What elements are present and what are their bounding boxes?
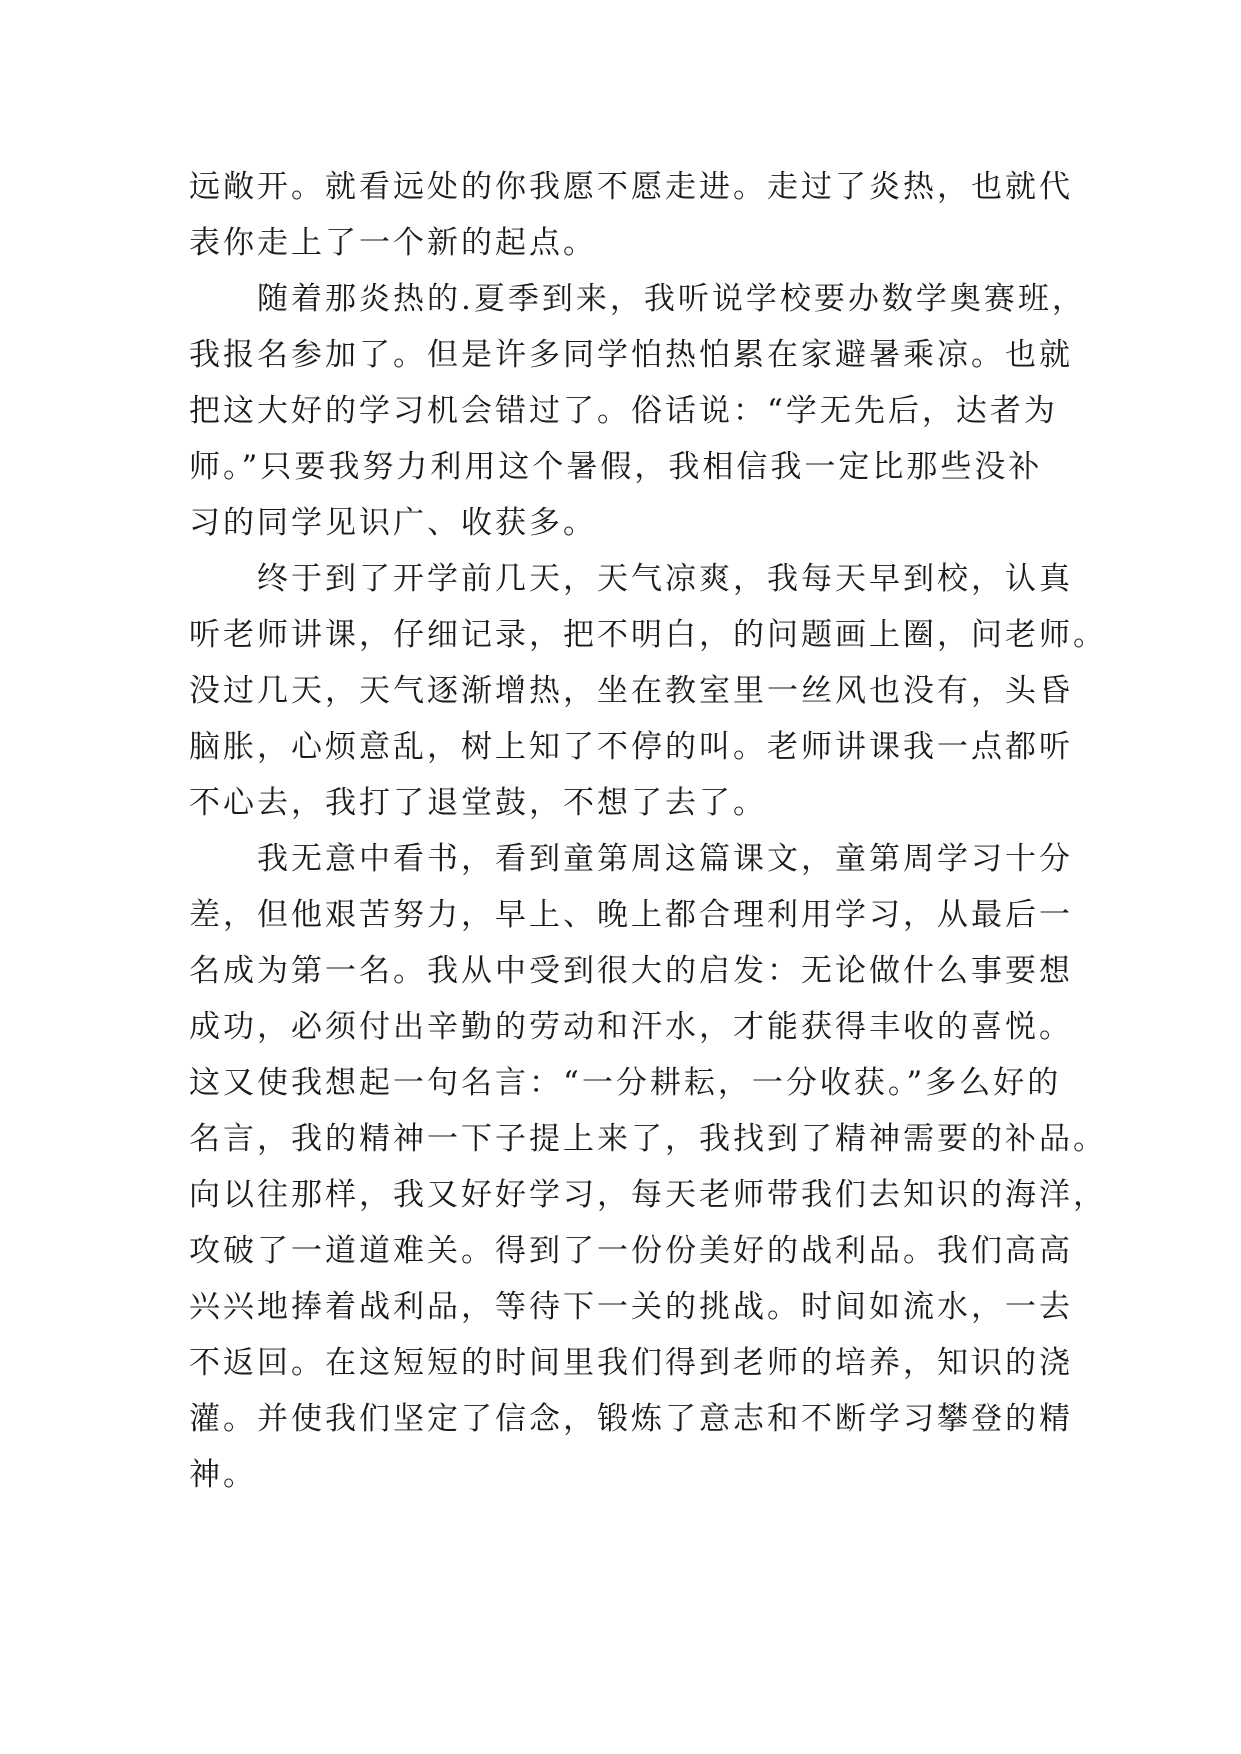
- text-line: 攻破了一道道难关。得到了一份份美好的战利品。我们高高: [189, 1233, 1073, 1269]
- text-line: 向以往那样，我又好好学习，每天老师带我们去知识的海洋，: [189, 1177, 1107, 1213]
- text-line: 兴兴地捧着战利品，等待下一关的挑战。时间如流水，一去: [189, 1289, 1073, 1325]
- text-line: 终于到了开学前几天，天气凉爽，我每天早到校，认真: [189, 561, 1073, 597]
- text-line: 远敞开。就看远处的你我愿不愿走进。走过了炎热，也就代: [189, 169, 1073, 205]
- text-line: 没过几天，天气逐渐增热，坐在教室里一丝风也没有，头昏: [189, 673, 1073, 709]
- text-line: 我无意中看书，看到童第周这篇课文，童第周学习十分: [189, 841, 1073, 877]
- text-line: 随着那炎热的.夏季到来，我听说学校要办数学奥赛班，: [189, 281, 1086, 317]
- text-line: 我报名参加了。但是许多同学怕热怕累在家避暑乘凉。也就: [189, 337, 1073, 373]
- text-line: 听老师讲课，仔细记录，把不明白，的问题画上圈，问老师。: [189, 617, 1107, 653]
- text-line: 成功，必须付出辛勤的劳动和汗水，才能获得丰收的喜悦。: [189, 1009, 1073, 1045]
- text-line: 差，但他艰苦努力，早上、晚上都合理利用学习，从最后一: [189, 897, 1073, 933]
- text-line: 表你走上了一个新的起点。: [189, 225, 597, 261]
- text-line: 师。”只要我努力利用这个暑假，我相信我一定比那些没补: [189, 449, 1043, 485]
- text-line: 这又使我想起一句名言：“一分耕耘，一分收获。”多么好的: [189, 1065, 1062, 1101]
- text-line: 不心去，我打了退堂鼓，不想了去了。: [189, 785, 767, 821]
- essay-body: [189, 159, 1107, 1503]
- text-line: 习的同学见识广、收获多。: [189, 505, 597, 541]
- text-line: 神。: [189, 1457, 257, 1493]
- text-line: 灌。并使我们坚定了信念，锻炼了意志和不断学习攀登的精: [189, 1401, 1073, 1437]
- text-line: 脑胀，心烦意乱，树上知了不停的叫。老师讲课我一点都听: [189, 729, 1073, 765]
- text-line: 不返回。在这短短的时间里我们得到老师的培养，知识的浇: [189, 1345, 1073, 1381]
- text-line: 名言，我的精神一下子提上来了，我找到了精神需要的补品。: [189, 1121, 1107, 1157]
- text-line: 把这大好的学习机会错过了。俗话说：“学无先后，达者为: [189, 393, 1058, 429]
- text-line: 名成为第一名。我从中受到很大的启发：无论做什么事要想: [189, 953, 1073, 989]
